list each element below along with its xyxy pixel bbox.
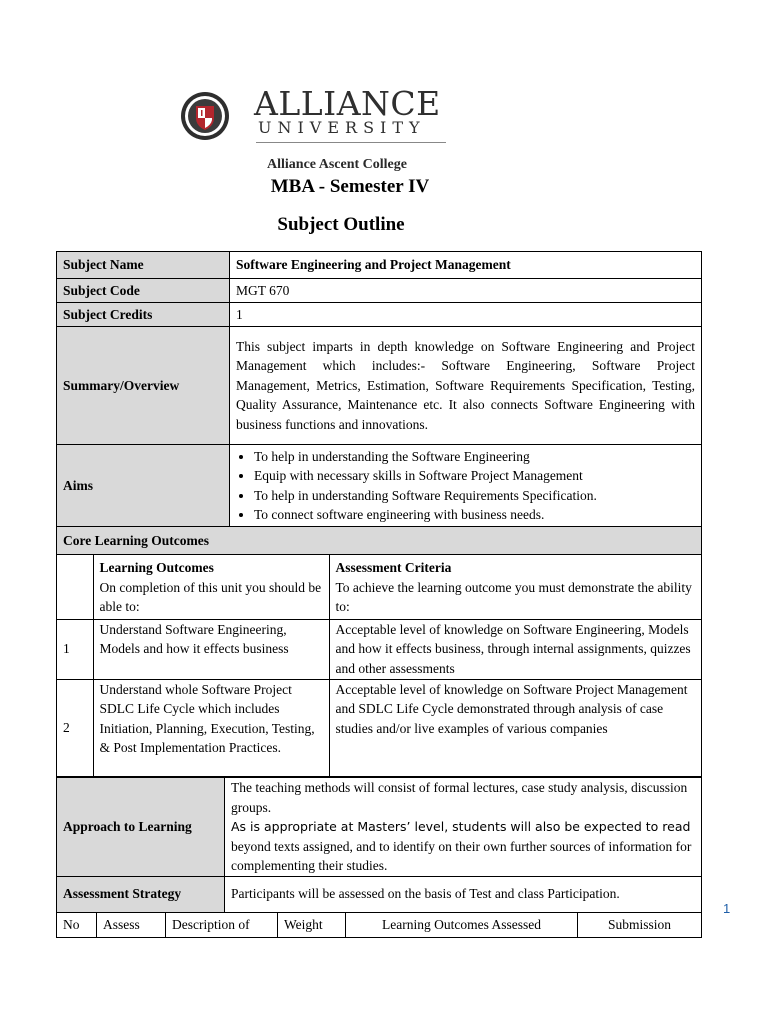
outline-title: Subject Outline: [277, 214, 405, 235]
assessment-criteria-heading: Assessment Criteria: [335, 560, 452, 575]
subject-code-label: Subject Code: [57, 279, 230, 303]
outcome-number: 1: [57, 619, 93, 679]
assessment-strategy-row: [57, 876, 702, 912]
approach-assessment-table: [56, 777, 702, 913]
learning-outcomes-subheading: On completion of this unit you should be able to:: [99, 579, 322, 614]
college-name: Alliance Ascent College: [267, 157, 407, 172]
assessment-criteria-text: Acceptable level of knowledge on Software Engineering, Models and how it effects business, through internal assignments, quizzes and other assessments: [329, 619, 702, 679]
summary-value: This subject imparts in depth knowledge on Software Engineering and Project Management which includes:- Software Engineering, Software Project Management, Metrics, Estimation, Software Requirements Specification, Testing, Quality Assurance, Maintenance etc. It also connects Software Engineering with business functions and innovations.: [230, 327, 702, 445]
subject-code-row: [57, 279, 702, 303]
assessment-col-assess: Assess: [97, 913, 166, 938]
approach-text-lectures: The teaching methods will consist of formal lectures, case study analysis, discussion groups.: [231, 780, 688, 815]
aim-item: • To help in understanding the Software Engineering: [254, 447, 695, 467]
assessment-strategy-value: Participants will be assessed on the basis of Test and class Participation.: [225, 876, 702, 912]
subject-outline-table: [56, 251, 702, 777]
assessment-col-weight: Weight: [278, 913, 346, 938]
aims-label: Aims: [57, 445, 230, 527]
aim-item: • Equip with necessary skills in Software Project Management: [254, 466, 695, 486]
university-seal-icon: [180, 91, 230, 141]
learning-outcomes-header-row: [57, 555, 702, 619]
core-outcomes-cell: [57, 555, 702, 777]
assessment-col-description: Description of: [166, 913, 278, 938]
learning-outcomes-header: [93, 555, 329, 619]
brand-name: ALLIANCE: [254, 84, 441, 123]
assessment-col-submission: Submission: [578, 913, 702, 938]
approach-text-sources: beyond texts assigned, and to identify on their own further sources of information for complementing their studies.: [231, 838, 692, 873]
semester-title: MBA - Semester IV: [270, 176, 430, 197]
aim-item: • To help in understanding Software Requirements Specification.: [254, 486, 695, 506]
approach-text-masters: As is appropriate at Masters’ level, students will also be expected to read: [231, 819, 691, 834]
learning-outcome-text: Understand whole Software Project SDLC Life Cycle which includes Initiation, Planning, Execution, Testing, & Post Implementation Practices.: [93, 679, 329, 776]
brand-subtitle: UNIVERSITY: [258, 118, 426, 137]
subject-credits-row: [57, 303, 702, 327]
aim-item: • To connect software engineering with business needs.: [254, 505, 695, 525]
assessment-col-outcomes: Learning Outcomes Assessed: [346, 913, 578, 938]
subject-credits-value: 1: [230, 303, 702, 327]
assessment-strategy-label: Assessment Strategy: [57, 876, 225, 912]
assessment-table-header-row: [57, 913, 702, 938]
subject-name-label: Subject Name: [57, 252, 230, 279]
assessment-criteria-text: Acceptable level of knowledge on Software Project Management and SDLC Life Cycle demonstrated through analysis of case studies and/or live examples of various companies: [329, 679, 702, 776]
page-number: 1: [723, 901, 731, 916]
assessment-table: [56, 912, 702, 938]
core-outcomes-header-row: [57, 527, 702, 555]
aims-list-cell: [230, 445, 702, 527]
assessment-col-no: No: [57, 913, 97, 938]
approach-label: Approach to Learning: [57, 778, 225, 877]
approach-row: [57, 778, 702, 877]
summary-row: [57, 327, 702, 445]
learning-outcome-row: [57, 619, 702, 679]
subject-code-value: MGT 670: [230, 279, 702, 303]
aims-row: [57, 445, 702, 527]
subject-name-row: [57, 252, 702, 279]
core-outcomes-label: Core Learning Outcomes: [57, 527, 702, 555]
subject-credits-label: Subject Credits: [57, 303, 230, 327]
brand-divider: [256, 142, 446, 143]
approach-value: [225, 778, 702, 877]
assessment-criteria-header: [329, 555, 702, 619]
outcome-number: 2: [57, 679, 93, 776]
learning-outcomes-table: [57, 555, 702, 776]
learning-outcome-row: [57, 679, 702, 776]
learning-outcomes-heading: Learning Outcomes: [99, 560, 214, 575]
outcome-number-header: [57, 555, 93, 619]
learning-outcome-text: Understand Software Engineering, Models and how it effects business: [93, 619, 329, 679]
assessment-criteria-subheading: To achieve the learning outcome you must demonstrate the ability to:: [335, 579, 692, 614]
summary-label: Summary/Overview: [57, 327, 230, 445]
subject-name-value: Software Engineering and Project Management: [230, 252, 702, 279]
aims-list: [236, 447, 695, 525]
core-outcomes-row: [57, 555, 702, 777]
university-logo: [180, 84, 450, 178]
